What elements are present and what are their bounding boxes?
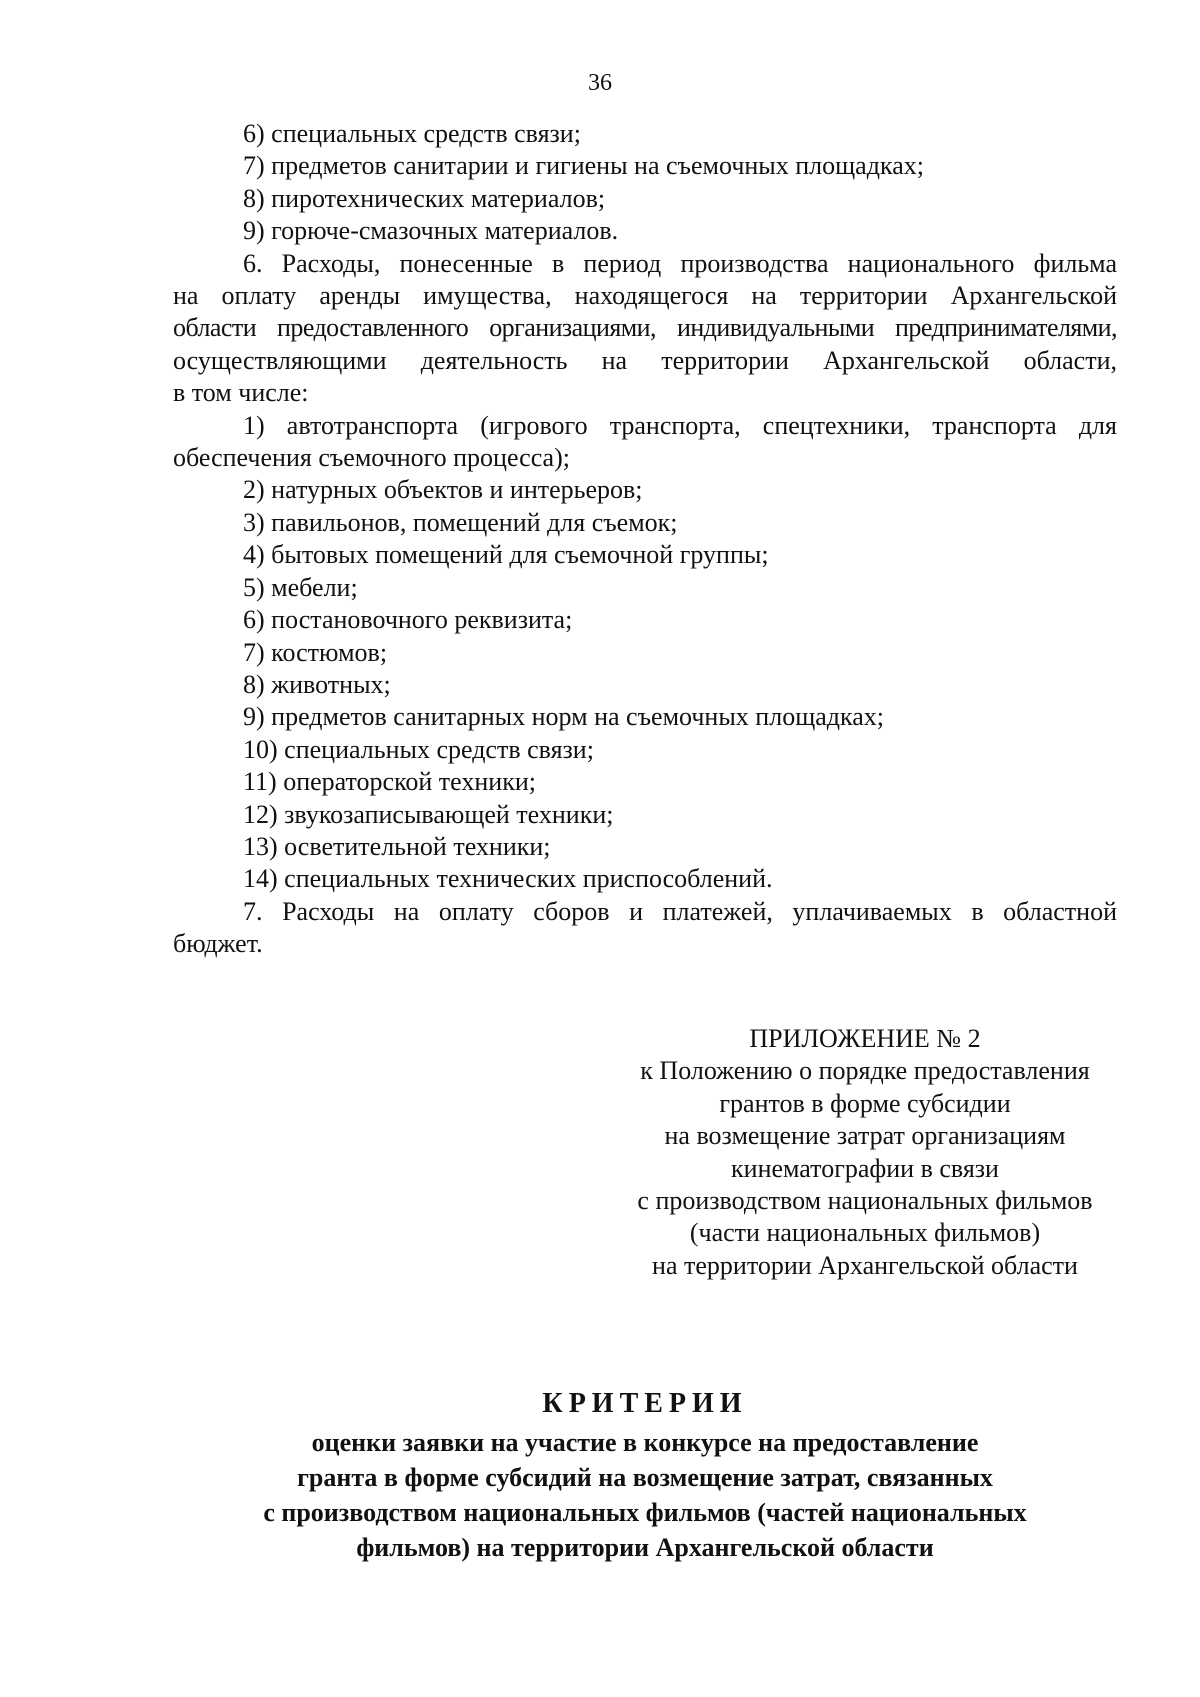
list-item: 8) пиротехнических материалов; [243, 183, 606, 213]
criteria-block [150, 1385, 1140, 1565]
list-item: 5) мебели; [243, 572, 358, 602]
list-item: 6) специальных средств связи; [243, 119, 581, 148]
list-item: 9) предметов санитарных норм на съемочных площадках; [243, 702, 884, 732]
body-text [173, 118, 1117, 961]
criteria-subtitle-line: фильмов) на территории Архангельской области [356, 1533, 934, 1562]
criteria-subtitle-line: оценки заявки на участие в конкурсе на предоставление [311, 1428, 979, 1457]
list-item: 7) предметов санитарии и гигиены на съемочных площадках; [243, 151, 924, 181]
criteria-subtitle-line: с производством национальных фильмов (частей национальных [263, 1498, 1027, 1527]
appendix-title: ПРИЛОЖЕНИЕ № 2 [749, 1024, 981, 1053]
appendix-line: кинематографии в связи [731, 1153, 999, 1183]
appendix-line: грантов в форме субсидии [719, 1088, 1011, 1118]
list-item: 12) звукозаписывающей техники; [243, 799, 614, 829]
list-item: 3) павильонов, помещений для съемок; [243, 507, 678, 537]
criteria-subtitle-line: гранта в форме субсидий на возмещение затрат, связанных [297, 1463, 993, 1492]
list-item: 14) специальных технических приспособлений. [243, 864, 773, 894]
paragraph-7-line: 7. Расходы на оплату сборов и платежей, уплачиваемых в областной [243, 896, 1117, 926]
paragraph-7-line: бюджет. [173, 929, 263, 959]
list-item: 9) горюче-смазочных материалов. [243, 216, 619, 246]
list-item: 11) операторской техники; [243, 767, 536, 797]
page-number: 36 [588, 70, 612, 96]
paragraph-6-line: 6. Расходы, понесенные в период производства национального фильма [243, 248, 1117, 278]
paragraph-6-line: на оплату аренды имущества, находящегося на территории Архангельской [173, 281, 1117, 311]
paragraph-6-line: осуществляющими деятельность на территории Архангельской области, [173, 345, 1117, 375]
list-item-continuation: обеспечения съемочного процесса); [173, 443, 570, 473]
list-item: 6) постановочного реквизита; [243, 605, 573, 635]
appendix-line: к Положению о порядке предоставления [640, 1056, 1090, 1086]
list-item: 7) костюмов; [243, 637, 388, 667]
paragraph-6-line: области предоставленного организациями, индивидуальными предпринимателями, [173, 313, 1117, 343]
appendix-line: на возмещение затрат организациям [664, 1121, 1066, 1151]
appendix-line: на территории Архангельской области [652, 1250, 1078, 1280]
list-item: 8) животных; [243, 669, 391, 699]
list-item: 2) натурных объектов и интерьеров; [243, 475, 643, 505]
appendix-line: (части национальных фильмов) [689, 1218, 1041, 1248]
list-item: 10) специальных средств связи; [243, 734, 594, 764]
criteria-heading: КРИТЕРИИ [542, 1388, 748, 1419]
list-item: 13) осветительной техники; [243, 831, 551, 861]
list-item: 4) бытовых помещений для съемочной группы; [243, 540, 769, 570]
appendix-block [600, 1023, 1130, 1282]
paragraph-6-line: в том числе: [173, 378, 309, 408]
appendix-line: с производством национальных фильмов [637, 1186, 1093, 1216]
list-item: 1) автотранспорта (игрового транспорта, спецтехники, транспорта для [243, 410, 1117, 440]
